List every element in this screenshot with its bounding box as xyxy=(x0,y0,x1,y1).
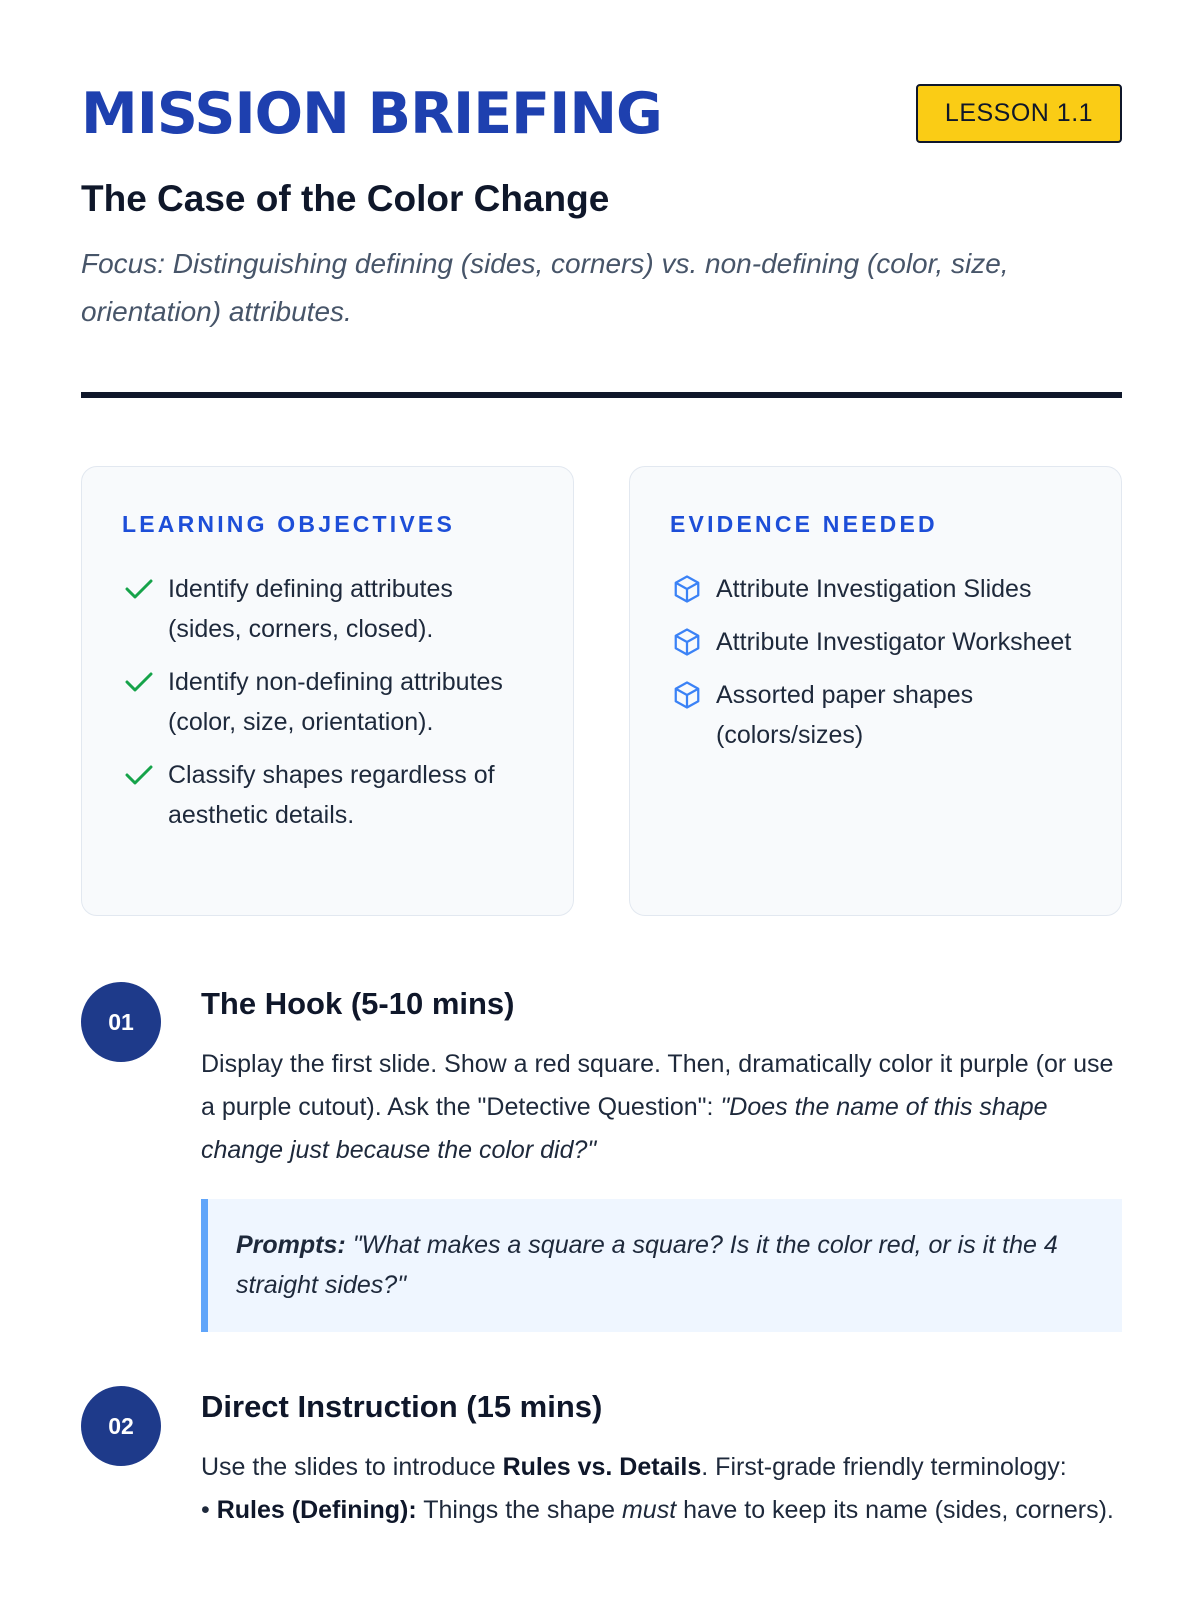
evidence-needed-heading: EVIDENCE NEEDED xyxy=(670,511,938,537)
step-number-badge: 01 xyxy=(81,982,161,1062)
evidence-text: Attribute Investigation Slides xyxy=(716,575,1032,603)
objective-text: Identify non-defining attributes (color, size, orientation). xyxy=(168,668,503,736)
step-text: Display the first slide. Show a red square. Then, dramatically color it purple (or use a purple cutout). Ask the "Detective Question": xyxy=(201,1050,1114,1121)
lesson-subtitle: The Case of the Color Change xyxy=(81,178,610,219)
header-divider xyxy=(81,392,1122,398)
check-icon xyxy=(122,662,156,702)
step-title: The Hook (5-10 mins) xyxy=(201,986,515,1021)
step-text: Use the slides to introduce xyxy=(201,1453,496,1481)
lesson-badge: LESSON 1.1 xyxy=(916,84,1122,143)
step-intro xyxy=(201,1446,1121,1489)
evidence-needed-list xyxy=(670,569,1090,768)
check-icon xyxy=(122,755,156,795)
step-text: Things the shape xyxy=(423,1496,616,1524)
step-description xyxy=(201,1043,1121,1172)
list-item xyxy=(670,675,1090,755)
cube-icon xyxy=(670,569,704,609)
evidence-text: Attribute Investigator Worksheet xyxy=(716,628,1072,656)
step-text: . First-grade friendly terminology: xyxy=(701,1453,1067,1481)
step-title: Direct Instruction (15 mins) xyxy=(201,1389,603,1424)
check-icon xyxy=(122,569,156,609)
step-emphasis: Rules vs. Details xyxy=(502,1453,702,1481)
objective-text: Classify shapes regardless of aesthetic details. xyxy=(168,761,495,829)
step-description xyxy=(201,1446,1121,1532)
step-emphasis: must xyxy=(621,1496,677,1524)
lesson-focus: Focus: Distinguishing defining (sides, corners) vs. non-defining (color, size, orientation) attributes. xyxy=(81,248,1009,327)
step-number-badge: 02 xyxy=(81,1386,161,1466)
bullet-marker: • xyxy=(201,1496,210,1524)
learning-objectives-list xyxy=(122,569,542,848)
learning-objectives-heading: LEARNING OBJECTIVES xyxy=(122,511,456,537)
step-text: have to keep its name (sides, corners). xyxy=(683,1496,1114,1524)
list-item xyxy=(670,622,1090,662)
list-item xyxy=(122,569,542,649)
prompt-text: "What makes a square a square? Is it the color red, or is it the 4 straight sides?" xyxy=(236,1231,1058,1299)
step-bullet xyxy=(201,1489,1121,1532)
evidence-needed-card xyxy=(629,466,1122,916)
list-item xyxy=(122,755,542,835)
prompt-callout xyxy=(201,1199,1122,1332)
list-item xyxy=(122,662,542,742)
cube-icon xyxy=(670,675,704,715)
rule-label: Rules (Defining): xyxy=(216,1496,417,1524)
prompt-label: Prompts: xyxy=(236,1231,346,1259)
learning-objectives-card xyxy=(81,466,574,916)
objective-text: Identify defining attributes (sides, corners, closed). xyxy=(168,575,453,643)
cube-icon xyxy=(670,622,704,662)
evidence-text: Assorted paper shapes (colors/sizes) xyxy=(716,681,974,749)
list-item xyxy=(670,569,1090,609)
detective-question: "Does the name of this shape change just because the color did?" xyxy=(201,1093,1048,1164)
page-title: MISSION BRIEFING xyxy=(81,81,662,147)
